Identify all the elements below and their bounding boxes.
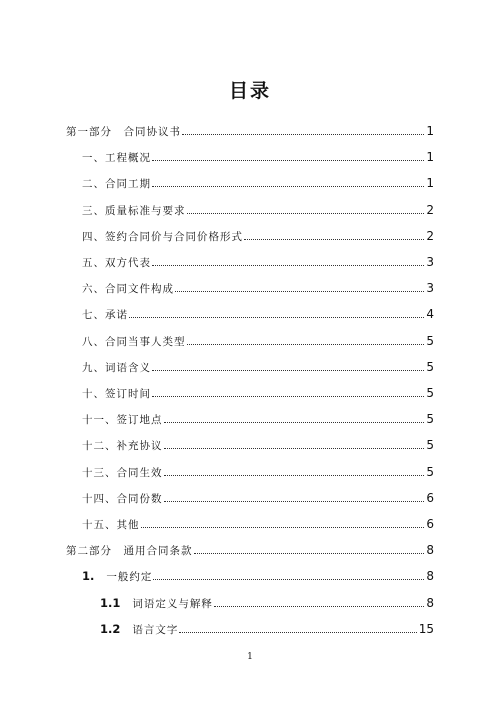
toc-entry-page: 1 [426, 150, 434, 165]
toc-dot-leader [179, 631, 416, 633]
toc-entry[interactable] [66, 124, 434, 138]
toc-entry-page: 5 [426, 464, 434, 479]
toc-entry-label [82, 204, 186, 218]
toc-entry-page: 3 [426, 255, 434, 269]
toc-entry[interactable] [82, 465, 434, 479]
toc-dot-leader [164, 474, 425, 476]
toc-entry[interactable] [82, 281, 434, 295]
toc-entry-page: 5 [426, 359, 434, 374]
toc-entry-label [82, 308, 128, 322]
toc-entry[interactable] [82, 517, 434, 531]
toc-entry-text: 四、签约合同价与合同价格形式 [82, 230, 243, 243]
toc-entry-page: 4 [426, 307, 434, 322]
toc-entry[interactable] [82, 150, 434, 164]
page-title: 目录 [228, 80, 271, 102]
toc-entry-label [82, 256, 151, 270]
toc-entry-text: 二、合同工期 [82, 178, 151, 191]
toc-entry[interactable] [82, 569, 434, 583]
toc-entry-page: 6 [426, 517, 434, 531]
toc-entry-label [82, 177, 151, 191]
toc-entry-page: 5 [426, 386, 434, 400]
toc-dot-leader [182, 133, 424, 135]
toc-entry-page: 8 [426, 543, 434, 558]
toc-dot-leader [129, 316, 424, 318]
toc-entry-text: 十一、签订地点 [82, 414, 163, 427]
toc-entry-page: 1 [426, 176, 434, 191]
toc-entry-label [66, 125, 181, 139]
toc-entry[interactable] [82, 203, 434, 217]
toc-entry-number: 1. [82, 569, 95, 584]
toc-entry-label [82, 492, 163, 506]
toc-entry[interactable] [82, 255, 434, 269]
toc-dot-leader [164, 447, 425, 449]
toc-entry-text: 八、合同当事人类型 [82, 335, 186, 348]
toc-dot-leader [214, 605, 424, 607]
toc-entry-label [82, 335, 186, 349]
toc-entry-text: 六、合同文件构成 [82, 283, 174, 296]
toc-entry-text: 第一部分 合同协议书 [66, 126, 181, 138]
toc-entry-number: 1.1 [100, 595, 121, 610]
toc-entry[interactable] [82, 491, 434, 505]
toc-entry[interactable] [82, 229, 434, 243]
toc-entry-label [82, 282, 174, 296]
toc-entry[interactable] [82, 176, 434, 190]
toc-entry-label [82, 387, 151, 401]
toc-entry-page: 2 [426, 202, 434, 217]
toc-entry-text: 十、签订时间 [82, 388, 151, 400]
toc-entry[interactable] [100, 596, 434, 610]
toc-entry[interactable] [82, 307, 434, 321]
toc-entry-label [66, 544, 193, 558]
toc-entry-label [100, 622, 178, 637]
toc-dot-leader [187, 212, 425, 214]
toc-entry-page: 5 [426, 412, 434, 427]
toc-entry[interactable] [82, 386, 434, 400]
toc-entry-text: 十四、合同份数 [82, 492, 163, 505]
toc-entry-label [82, 413, 163, 427]
toc-entry-label [82, 466, 163, 480]
toc-entry-page: 8 [426, 569, 434, 584]
page-number: 1 [247, 652, 253, 662]
toc-entry-label [82, 230, 243, 244]
toc-dot-leader [164, 500, 425, 502]
toc-entry-text: 一般约定 [106, 571, 153, 584]
toc-dot-leader [244, 238, 424, 240]
toc-entry-text: 十二、补充协议 [82, 440, 163, 453]
toc-entry-text: 十三、合同生效 [82, 466, 163, 479]
toc-entry-text: 五、双方代表 [82, 257, 151, 269]
toc-dot-leader [141, 526, 425, 528]
toc-entry-text: 词语定义与解释 [132, 597, 213, 610]
toc-entry-page: 3 [426, 281, 434, 296]
toc-entry[interactable] [82, 334, 434, 348]
toc-dot-leader [175, 290, 424, 292]
toc-entry-page: 15 [418, 621, 434, 636]
toc-entry-page: 5 [426, 333, 434, 348]
toc-dot-leader [152, 395, 424, 397]
toc-entry[interactable] [66, 543, 434, 557]
toc-entry-text: 十五、其他 [82, 519, 140, 531]
toc-entry[interactable] [82, 438, 434, 452]
toc-entry[interactable] [82, 412, 434, 426]
toc-dot-leader [194, 552, 425, 554]
toc-entry[interactable] [100, 622, 434, 636]
toc-dot-leader [153, 578, 424, 580]
toc-entry-label [82, 518, 140, 532]
toc-entry-number: 1.2 [100, 621, 121, 636]
toc-entry-label [82, 569, 152, 584]
toc-entry-page: 8 [426, 595, 434, 610]
toc-entry-label [82, 151, 151, 165]
toc-entry-text: 第二部分 通用合同条款 [66, 545, 193, 558]
toc-entry-page: 5 [426, 438, 434, 453]
toc-entry-label [82, 361, 151, 375]
toc-entry-text: 九、词语含义 [82, 361, 151, 374]
toc-entry-text: 一、工程概况 [82, 152, 151, 165]
toc-dot-leader [152, 159, 424, 161]
toc-entry-text: 语言文字 [132, 623, 179, 636]
toc-entry-page: 1 [426, 124, 434, 138]
toc-dot-leader [187, 343, 425, 345]
toc-entry[interactable] [82, 360, 434, 374]
toc-dot-leader [164, 421, 425, 423]
toc-dot-leader [152, 185, 424, 187]
toc-dot-leader [152, 369, 424, 371]
toc-entry-page: 6 [426, 490, 434, 505]
toc-entry-text: 七、承诺 [82, 309, 128, 322]
toc-entry-label [100, 596, 213, 611]
toc-entry-text: 三、质量标准与要求 [82, 204, 186, 217]
toc-dot-leader [152, 264, 424, 266]
toc-entry-label [82, 439, 163, 453]
toc-entry-page: 2 [426, 228, 434, 243]
